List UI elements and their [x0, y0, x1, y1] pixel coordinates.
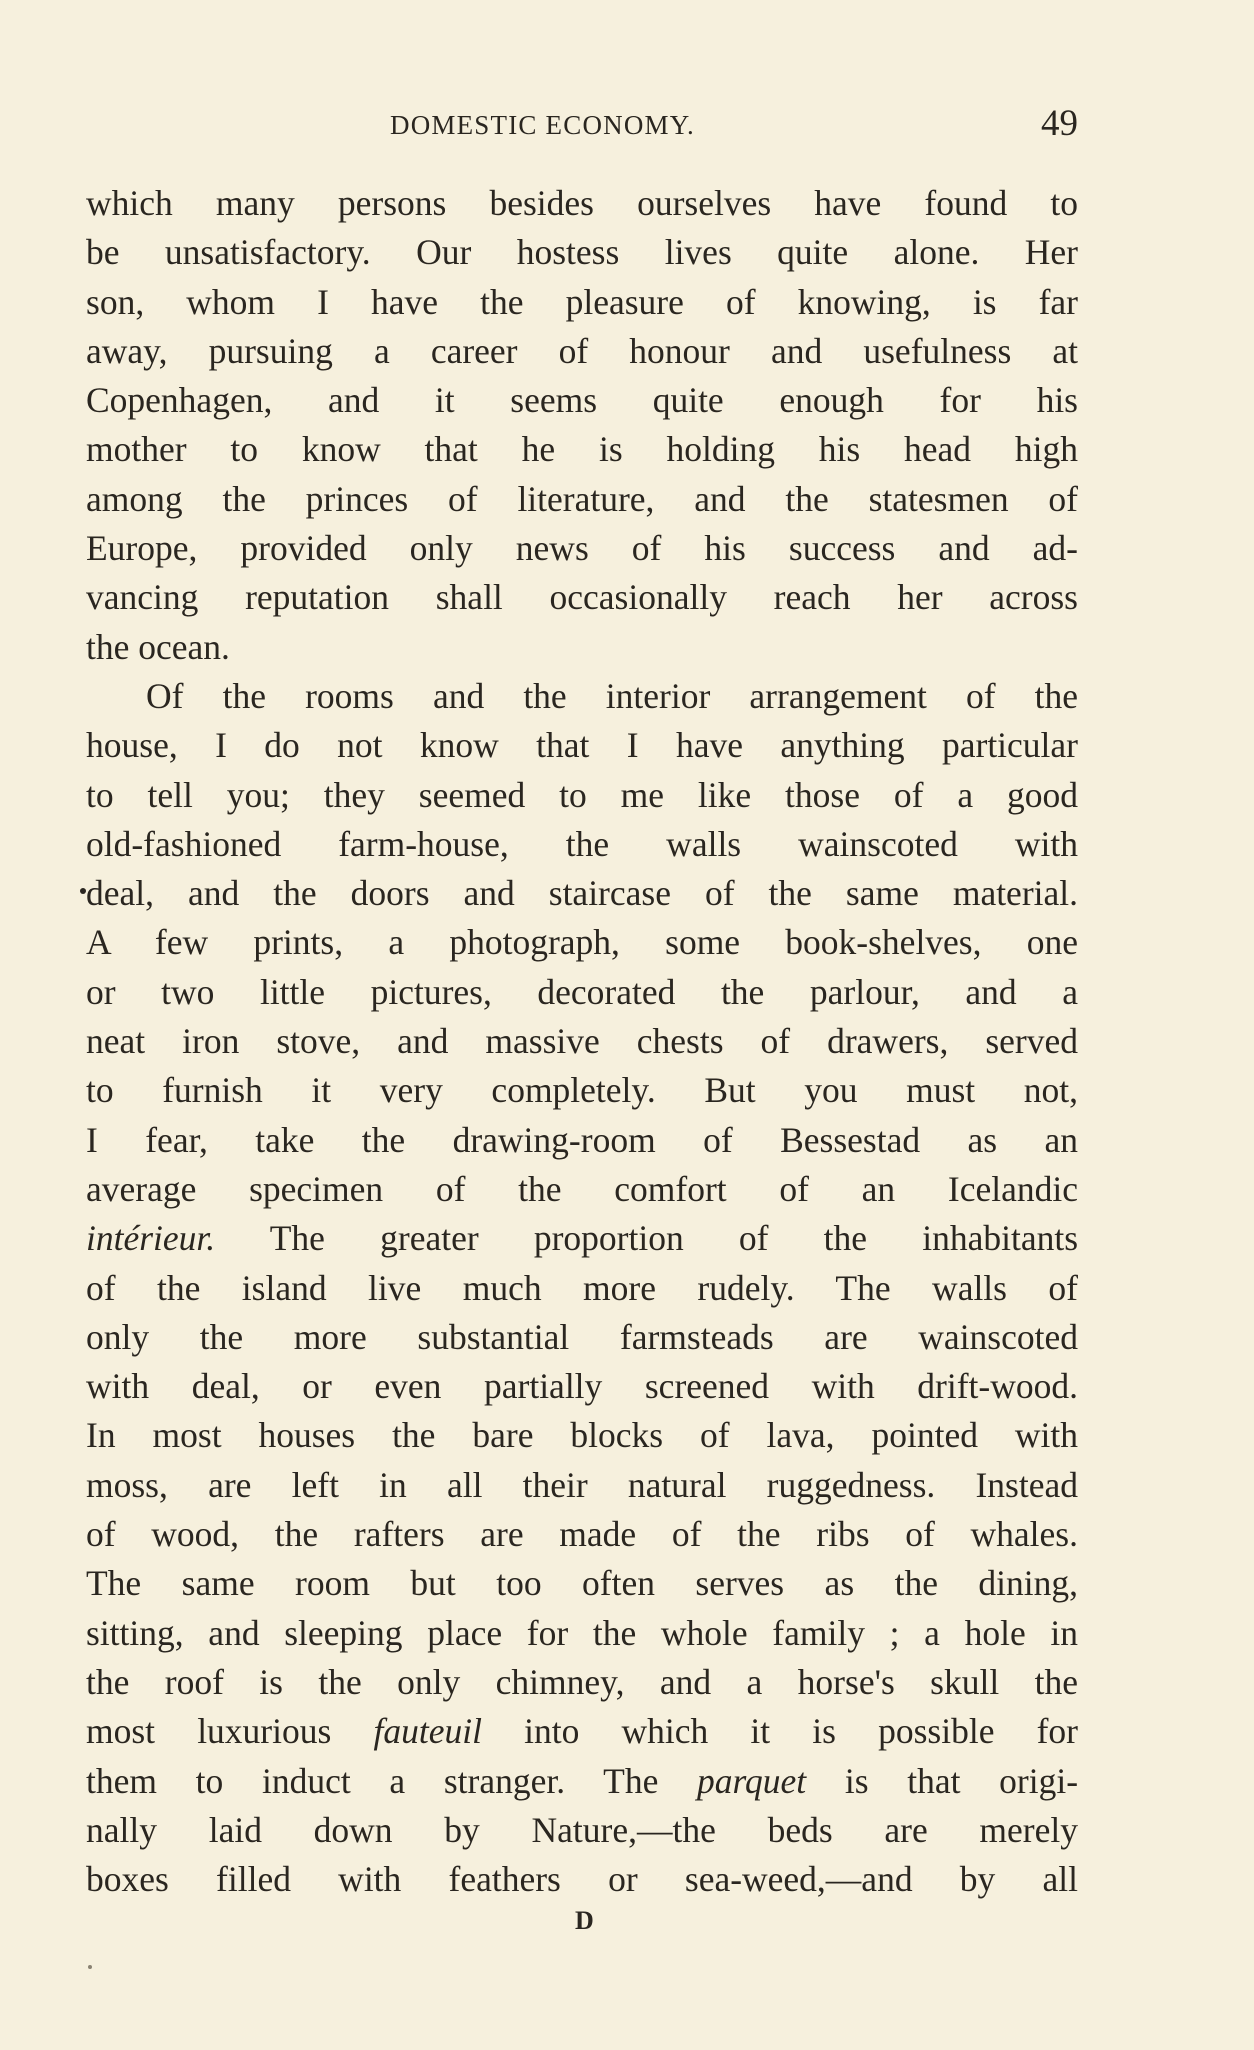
text-line: In most houses the bare blocks of lava, pointed with — [86, 1415, 1078, 1456]
text-line: Europe, provided only news of his success and ad- — [86, 528, 1078, 569]
text-line: vancing reputation shall occasionally reach her across — [86, 577, 1078, 618]
text-line: average specimen of the comfort of an Icelandic — [86, 1168, 1078, 1209]
line-fragment: is that origi- — [844, 1760, 1079, 1801]
text-line: among the princes of literature, and the statesmen of — [86, 478, 1078, 519]
line-fragment: them to induct a stranger. The — [86, 1760, 659, 1801]
body-text — [86, 179, 1078, 1904]
italic-word: fauteuil — [373, 1711, 482, 1752]
italic-word: parquet — [697, 1760, 807, 1801]
text-line: away, pursuing a career of honour and usefulness at — [86, 330, 1078, 371]
text-line: neat iron stove, and massive chests of drawers, served — [86, 1021, 1078, 1062]
text-line: only the more substantial farmsteads are wainscoted — [86, 1316, 1078, 1357]
text-line: I fear, take the drawing-room of Bessestad as an — [86, 1119, 1078, 1160]
line-fragment: The greater proportion of the inhabitants — [269, 1218, 1079, 1259]
text-line: deal, and the doors and staircase of the same material. — [86, 873, 1078, 914]
text-line: which many persons besides ourselves have found to — [86, 183, 1078, 223]
italic-word: intérieur. — [86, 1218, 216, 1259]
text-line — [86, 1707, 1078, 1756]
signature-mark: D — [575, 1906, 594, 1935]
line-fragment: most luxurious — [86, 1711, 332, 1752]
page-number: 49 — [1041, 103, 1078, 144]
text-line: son, whom I have the pleasure of knowing, is far — [86, 281, 1078, 322]
text-line: Copenhagen, and it seems quite enough for his — [86, 380, 1078, 421]
text-line: with deal, or even partially screened with drift-wood. — [86, 1366, 1078, 1407]
text-line: to furnish it very completely. But you must not, — [86, 1070, 1078, 1111]
text-line: old-fashioned farm-house, the walls wainscoted with — [86, 823, 1078, 864]
text-line — [86, 1214, 1078, 1263]
text-line: A few prints, a photograph, some book-shelves, one — [86, 922, 1078, 963]
text-line: mother to know that he is holding his head high — [86, 429, 1078, 470]
page-header — [86, 98, 1078, 150]
text-line: be unsatisfactory. Our hostess lives quite alone. Her — [86, 232, 1078, 273]
paragraph-start-line: Of the rooms and the interior arrangement of the — [146, 675, 1078, 716]
text-line: moss, are left in all their natural ruggedness. Instead — [86, 1464, 1078, 1505]
line-fragment: into which it is possible for — [524, 1711, 1078, 1752]
text-line: The same room but too often serves as the dining, — [86, 1563, 1078, 1604]
text-line: of the island live much more rudely. The walls of — [86, 1267, 1078, 1308]
text-line: boxes filled with feathers or sea-weed,—and by all — [86, 1859, 1078, 1900]
text-line: of wood, the rafters are made of the ribs of whales. — [86, 1514, 1078, 1555]
margin-speck — [88, 1965, 92, 1969]
text-line: or two little pictures, decorated the parlour, and a — [86, 971, 1078, 1012]
text-line: to tell you; they seemed to me like those of a good — [86, 774, 1078, 815]
text-line: sitting, and sleeping place for the whole family ; a hole in — [86, 1612, 1078, 1653]
text-line: the roof is the only chimney, and a horse's skull the — [86, 1661, 1078, 1702]
text-line: the ocean. — [86, 626, 230, 667]
text-line: nally laid down by Nature,—the beds are merely — [86, 1809, 1078, 1850]
text-line — [86, 1757, 1078, 1806]
running-title: DOMESTIC ECONOMY. — [390, 110, 695, 140]
text-line: house, I do not know that I have anything particular — [86, 725, 1078, 766]
